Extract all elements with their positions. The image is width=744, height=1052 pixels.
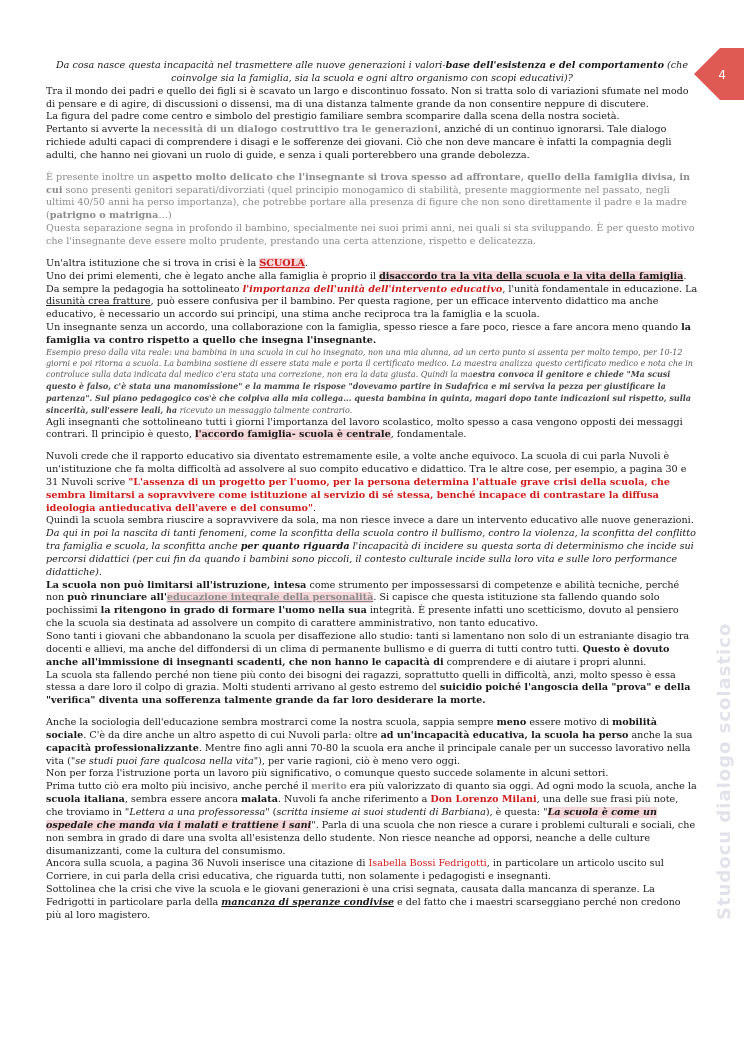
intro-question: Da cosa nasce questa incapacità nel trasmettere alle nuove generazioni i valori-base dell'esistenza e del comportamento (che coinvolge sia la famiglia, sia la scuola e ogni altro organismo con scopi educativi)?	[55, 60, 689, 84]
paragraph: Prima tutto ciò era molto più incisivo, anche perché il merito era più valorizzato di quanto sia oggi. Ad ogni modo la scuola, anche la scuola italiana, sembra essere ancora malata. Nuvoli fa anche riferimento a Don Lorenzo Milani, una delle sue frasi più note, che troviamo in "Lettera a una professoressa" (scritta insieme ai suoi studenti di Barbiana), è questa: "La scuola è come un ospedale che manda via i malati e trattiene i sani". Parla di una scuola che non riesce a curare i problemi culturali e sociali, che non sembra in grado di dare una svolta all'esistenza dello studente. Non riesce neanche ad opporsi, neanche a delle culture disumanizzanti, come la cultura del consumismo.	[46, 781, 697, 857]
paragraph: Agli insegnanti che sottolineano tutti i giorni l'importanza del lavoro scolastico, molto spesso a casa vengono opposti dei messaggi contrari. Il principio è questo, l'accordo famiglia- scuola è centrale, fondamentale.	[46, 416, 683, 441]
paragraph: Questa separazione segna in profondo il bambino, specialmente nei suoi primi anni, nei quali si sta sviluppando. È per questo motivo che l'insegnante deve essere molto prudente, prestando una certa attenzione, rispetto e delicatezza.	[46, 223, 695, 247]
paragraph: Sono tanti i giovani che abbandonano la scuola per disaffezione allo studio: tanti si lamentano non solo di un estraniante disagio tra docenti e allievi, ma anche del diffondersi di un clima di permanente bullismo e di guerra di tutti contro tutti. Questo è dovuto anche all'immissione di insegnanti scadenti, che non hanno le capacità di comprendere e di aiutare i propri alunni.	[46, 631, 690, 668]
paragraph: Sottolinea che la crisi che vive la scuola e le giovani generazioni è una crisi segnata, causata dalla mancanza di speranze. La Fedrigotti in particolare parla della mancanza di speranze condivise e del fatto che i maestri scarseggiano perché non credono più al loro magistero.	[46, 884, 681, 921]
page-number: 4	[718, 68, 726, 82]
section-school-title: Un'altra istituzione che si trova in crisi è la SCUOLA.	[46, 257, 308, 269]
paragraph: La figura del padre come centro e simbolo del prestigio familiare sembra scomparire dalla scena della nostra società.	[46, 111, 620, 123]
paragraph-nuvoli: Nuvoli crede che il rapporto educativo sia diventato estremamente esile, a volte anche equivoco. La scuola di cui parla Nuvoli è un'istituzione che fa molta difficoltà ad assolvere al suo compito educativo e didattico. Tra le altre cose, per esempio, a pagina 30 e 31 Nuvoli scrive "L'assenza di un progetto per l'uomo, per la persona determina l'attuale grave crisi della scuola, che sembra limitarsi a sopravvivere come istituzione al servizio di sé stessa, benché incapace di contrastare la diffusa ideologia antieducativa dell'avere e del consumo".	[46, 451, 687, 514]
paragraph-sociology: Anche la sociologia dell'educazione sembra mostrarci come la nostra scuola, sappia sempre meno essere motivo di mobilità sociale. C'è da dire anche un altro aspetto di cui Nuvoli parla: oltre ad un'incapacità educativa, la scuola ha perso anche la sua capacità professionalizzante. Mentre fino agli anni 70-80 la scuola era anche il principale canale per un successo lavorativo nella vita ("se studi puoi fare qualcosa nella vita"), per varie ragioni, ciò è meno vero oggi.	[46, 717, 693, 767]
paragraph: Un insegnante senza un accordo, una collaborazione con la famiglia, spesso riesce a fare poco, riesce a fare ancora meno quando la famiglia va contro rispetto a quello che insegna l'insegnante.	[46, 322, 691, 346]
paragraph: Uno dei primi elementi, che è legato anche alla famiglia è proprio il disaccordo tra la vita della scuola e la vita della famiglia. Da sempre la pedagogia ha sottolineato l'importanza dell'unità dell'intervento educativo, l'unità fondamentale in educazione. La disunità crea fratture, può essere confusiva per il bambino. Per questa ragione, per un efficace intervento didattico ma anche educativo, è necessario un accordo sui principi, una stima anche reciproca tra la famiglia e la scuola.	[46, 270, 698, 321]
paragraph: La scuola non può limitarsi all'istruzione, intesa come strumento per impossessarsi di competenze e abilità tecniche, perché non può rinunciare all'educazione integrale della personalità. Si capisce che questa istituzione sta fallendo quando solo pochissimi la ritengono in grado di formare l'uomo nella sua integrità. È presente infatti uno scetticismo, dovuto al pensiero che la scuola sia destinata ad assolvere un compito di carattere amministrativo, non tanto educativo.	[46, 579, 680, 630]
document-body	[46, 60, 698, 923]
watermark: Studocu dialogo scolastico	[714, 622, 735, 920]
paragraph-family-divided: È presente inoltre un aspetto molto delicato che l'insegnante si trova spesso ad affrontare, quello della famiglia divisa, in cui sono presenti genitori separati/divorziati (quel principio monogamico di stabilità, presente maggiormente nel passato, negli ultimi 40/50 anni ha perso importanza), che potrebbe portare alla presenza di figure che non sono direttamente il padre e la madre (patrigno o matrigna…)	[46, 171, 691, 222]
paragraph: La scuola sta fallendo perché non tiene più conto dei bisogni dei ragazzi, soprattutto quelli in difficoltà, anzi, molto spesso è essa stessa a dare loro il colpo di grazia. Molti studenti arrivano al gesto estremo del suicidio poiché l'angoscia della "prova" e della "verifica" diventa una sofferenza talmente grande da far loro desiderare la morte.	[46, 669, 691, 707]
example-note: Esempio preso dalla vita reale: una bambina in una scuola in cui ho insegnato, non una mia alunna, ad un certo punto si assenta per molto tempo, per 10-12 giorni e poi ritorna a scuola. La bambina sostiene di essere stata male e porta il certificato medico. La maestra analizza questo certificato medico e nota che in controluce sulla data indicata dal medico c'era stata una correzione, non era la data giusta. Quindi la maestra convoca il genitore e chiede "Ma scusi questo è falso, c'è stata una manomissione" e la mamma le rispose "dovevamo partire in Sudafrica e mi serviva la pezza per giustificare la partenza". Sul piano pedagogico cos'è che colpiva alla mia collega... questa bambina in quinta, magari dopo tante indicazioni sul rispetto, sulla sincerità, sull'essere leali, ha ricevuto un messaggio talmente contrario.	[46, 347, 693, 415]
paragraph: Tra il mondo dei padri e quello dei figli si è scavato un largo e discontinuo fossato. Non si tratta solo di variazioni sfumate nel modo di pensare e di agire, di discussioni o dissensi, ma di una distanza talmente grande da non consentire neppure di discutere.	[46, 85, 689, 110]
paragraph: Pertanto si avverte la necessità di un dialogo costruttivo tra le generazioni, anziché di un continuo ignorarsi. Tale dialogo richiede adulti capaci di comprendere i disagi e le sofferenze dei giovani. Ciò che non deve mancare è infatti la compagnia degli adulti, che hanno nei giovani un ruolo di guide, e senza i quali porterebbero una grande debolezza.	[46, 124, 672, 161]
paragraph: Ancora sulla scuola, a pagina 36 Nuvoli inserisce una citazione di Isabella Bossi Fedrigotti, in particolare un articolo uscito sul Corriere, in cui parla della crisi educativa, che riguarda tutti, non solamente i pedagogisti e insegnanti.	[46, 858, 664, 883]
paragraph: Non per forza l'istruzione porta un lavoro più significativo, o comunque questo succede solamente in alcuni settori.	[46, 768, 609, 780]
paragraph: Quindi la scuola sembra riuscire a sopravvivere da sola, ma non riesce invece a dare un intervento educativo alle nuove generazioni. Da qui in poi la nascita di tanti fenomeni, come la sconfitta della scuola contro il bullismo, contro la violenza, la sconfitta del conflitto tra famiglia e scuola, la sconfitta anche per quanto riguarda l'incapacità di incidere su questa sorta di determinismo che incide sui percorsi didattici (per cui fin da quando i bambini sono piccoli, il contesto culturale incide sulla loro vita e sulle loro performance didattiche).	[46, 515, 696, 578]
